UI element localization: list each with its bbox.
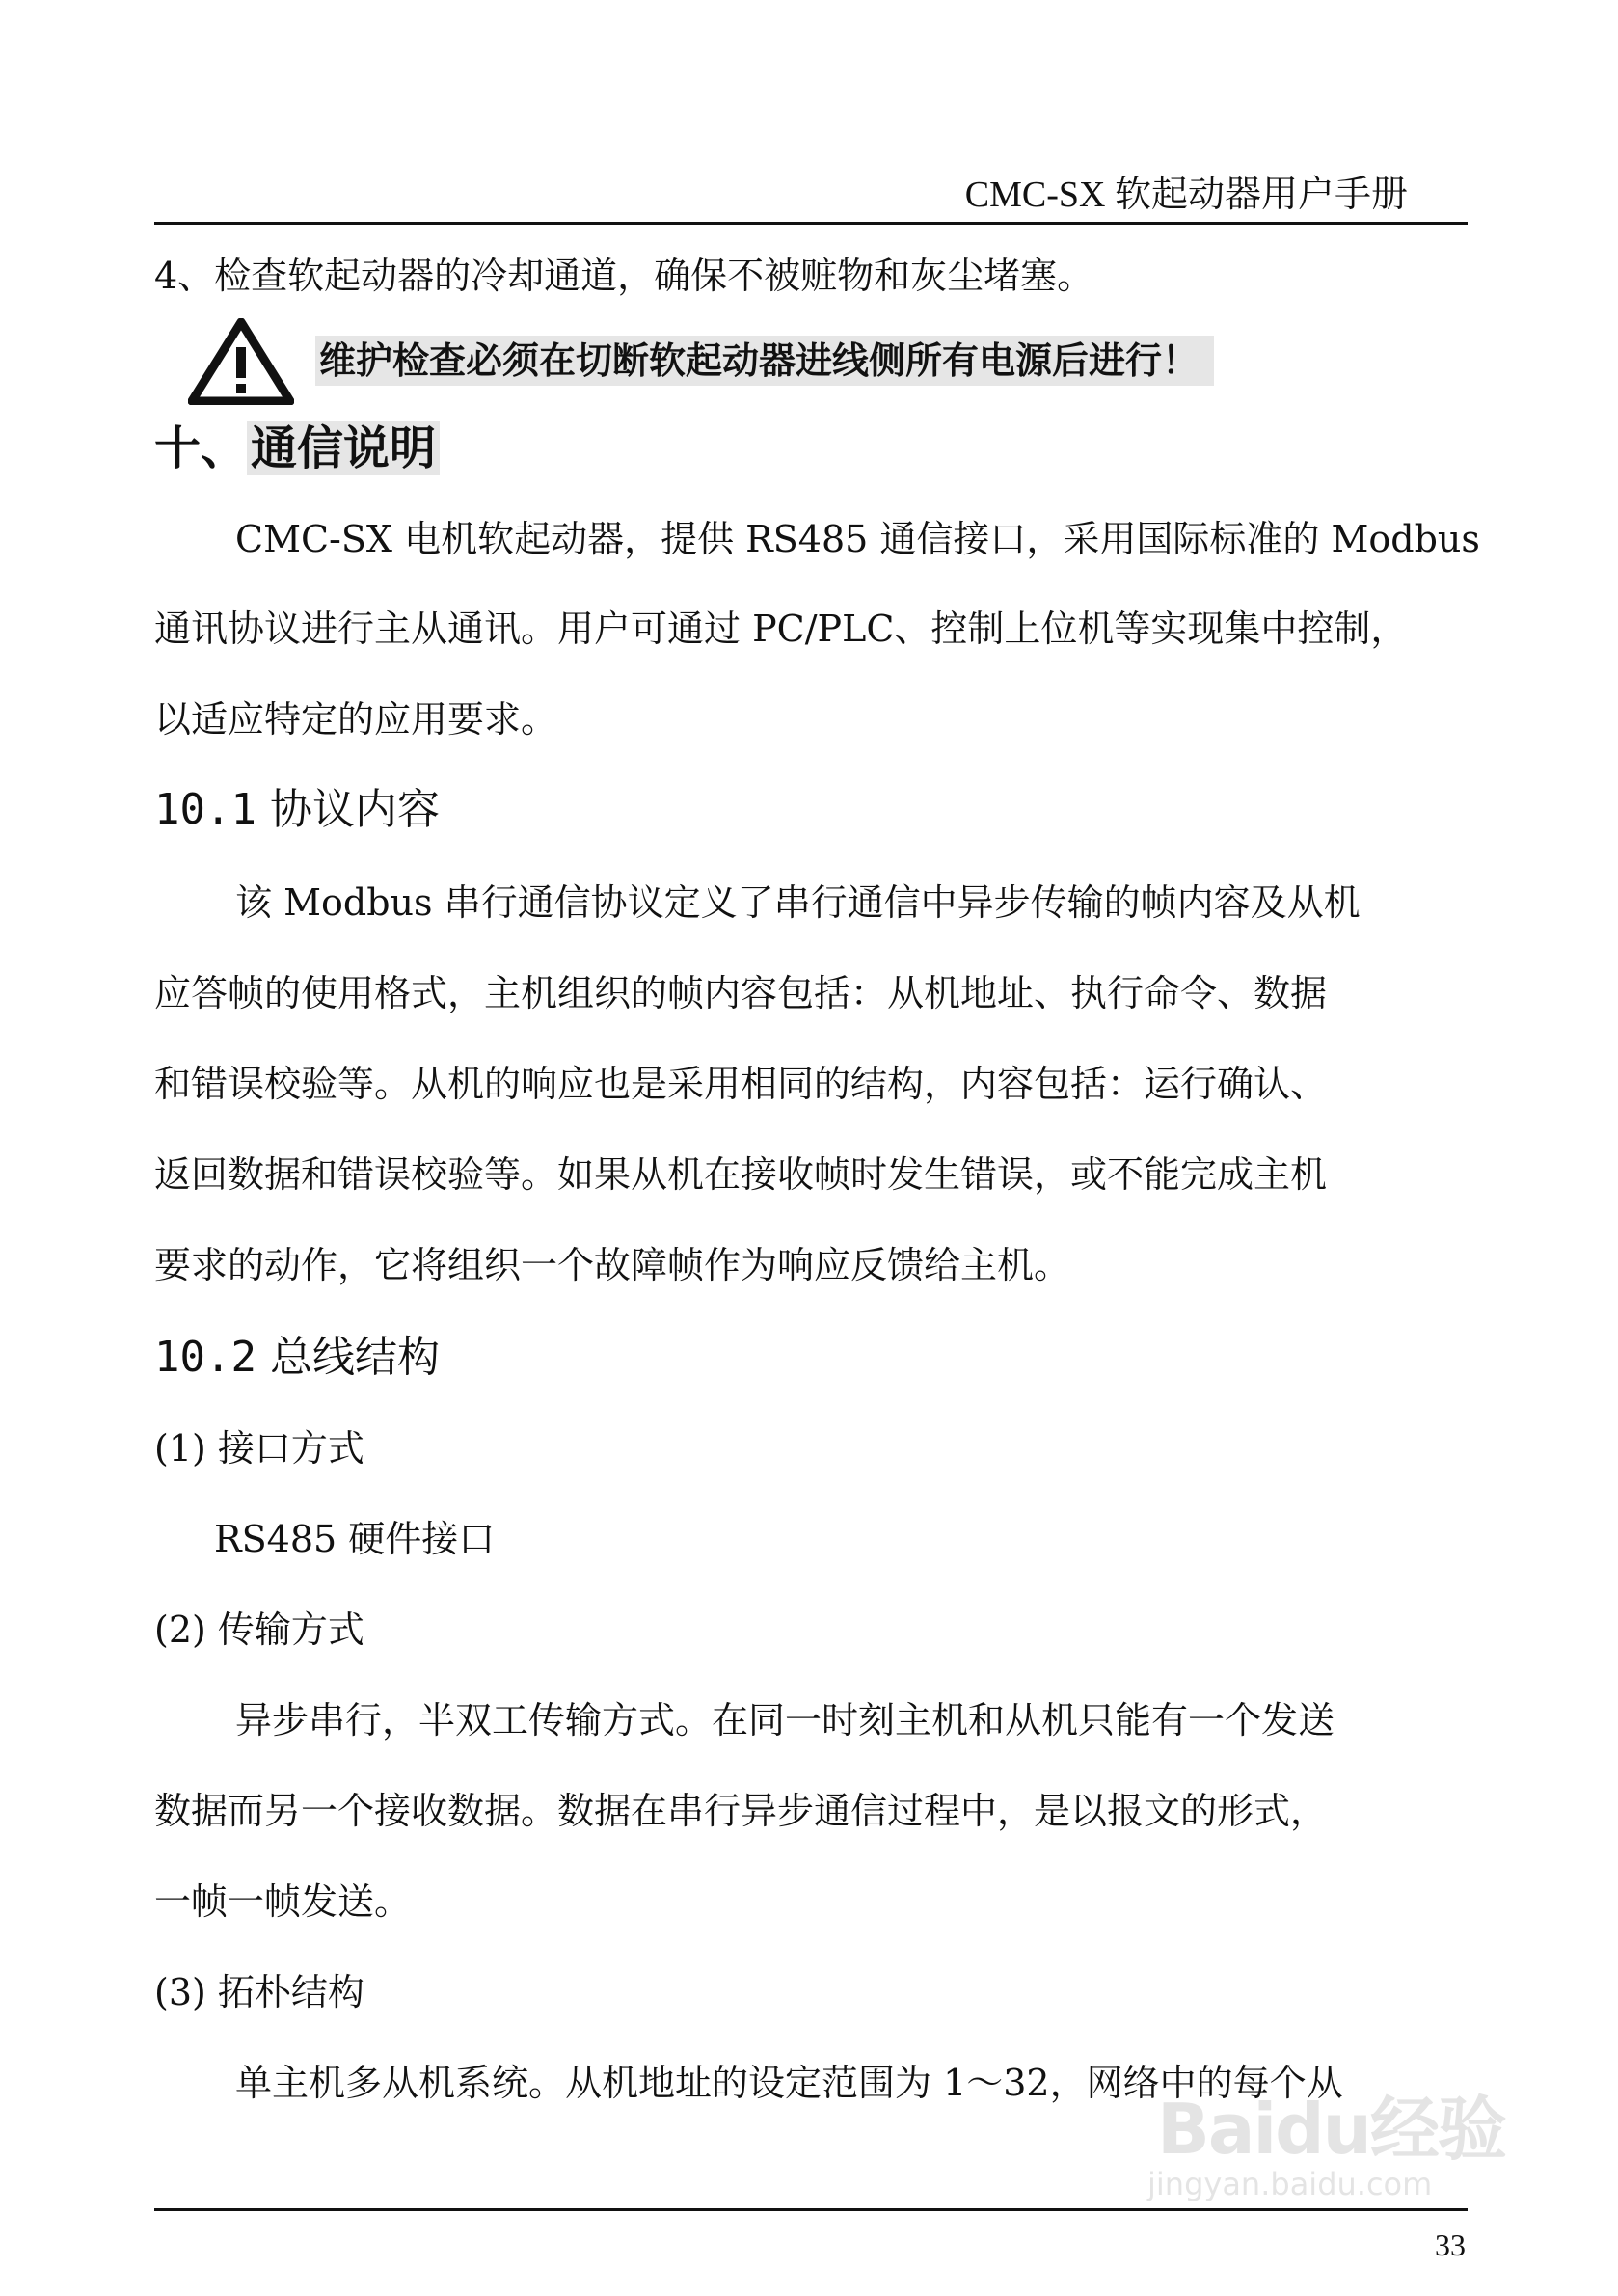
footer-rule xyxy=(154,2208,1468,2211)
section-10-2-number: 10.2 xyxy=(154,1333,256,1382)
item-4-text: 4、检查软起动器的冷却通道，确保不被赃物和灰尘堵塞。 xyxy=(154,255,1094,297)
warning-notice xyxy=(188,318,1307,405)
intro-line-2: 通讯协议进行主从通讯。用户可通过 PC/PLC、控制上位机等实现集中控制， xyxy=(154,608,1408,650)
section-10-1-heading xyxy=(154,783,1468,837)
interface-text: RS485 硬件接口 xyxy=(214,1518,496,1560)
watermark-logo: Baidu经验 xyxy=(1157,2089,1505,2170)
topology-line-1: 单主机多从机系统。从机地址的设定范围为 1～32，网络中的每个从 xyxy=(235,2062,1343,2104)
transmission-line-2: 数据而另一个接收数据。数据在串行异步通信过程中，是以报文的形式， xyxy=(154,1790,1328,1832)
intro-line-1: CMC-SX 电机软起动器，提供 RS485 通信接口，采用国际标准的 Modbus xyxy=(235,518,1480,560)
watermark-url: jingyan.baidu.com xyxy=(1147,2166,1433,2202)
transmission-line-3: 一帧一帧发送。 xyxy=(154,1880,412,1923)
transmission-label: (2) 传输方式 xyxy=(154,1608,364,1651)
baidu-jingyan-watermark xyxy=(1128,2073,1552,2218)
protocol-line-5: 要求的动作，它将组织一个故障帧作为响应反馈给主机。 xyxy=(154,1244,1071,1286)
protocol-line-4: 返回数据和错误校验等。如果从机在接收帧时发生错误，或不能完成主机 xyxy=(154,1153,1328,1196)
section-10-2-heading xyxy=(154,1331,1468,1385)
section-10-title: 通信说明 xyxy=(247,421,440,475)
header-title: CMC-SX 软起动器用户手册 xyxy=(964,175,1408,215)
transmission-line-1: 异步串行，半双工传输方式。在同一时刻主机和从机只能有一个发送 xyxy=(235,1699,1335,1742)
header-rule xyxy=(154,222,1468,225)
intro-line-3: 以适应特定的应用要求。 xyxy=(154,698,558,741)
section-10-2-title: 总线结构 xyxy=(269,1333,440,1382)
section-10-heading xyxy=(154,419,1468,477)
protocol-line-1: 该 Modbus 串行通信协议定义了串行通信中异步传输的帧内容及从机 xyxy=(235,881,1361,924)
interface-label: (1) 接口方式 xyxy=(154,1427,364,1470)
section-10-number: 十、 xyxy=(154,421,248,475)
section-10-1-title: 协议内容 xyxy=(269,785,440,834)
protocol-line-3: 和错误校验等。从机的响应也是采用相同的结构，内容包括：运行确认、 xyxy=(154,1063,1328,1105)
warning-triangle-icon xyxy=(188,318,294,405)
protocol-line-2: 应答帧的使用格式，主机组织的帧内容包括：从机地址、执行命令、数据 xyxy=(154,972,1328,1014)
section-10-1-number: 10.1 xyxy=(154,785,256,834)
topology-label: (3) 拓朴结构 xyxy=(154,1971,364,2013)
page-number: 33 xyxy=(1435,2228,1466,2262)
warning-text: 维护检查必须在切断软起动器进线侧所有电源后进行！ xyxy=(315,336,1214,386)
